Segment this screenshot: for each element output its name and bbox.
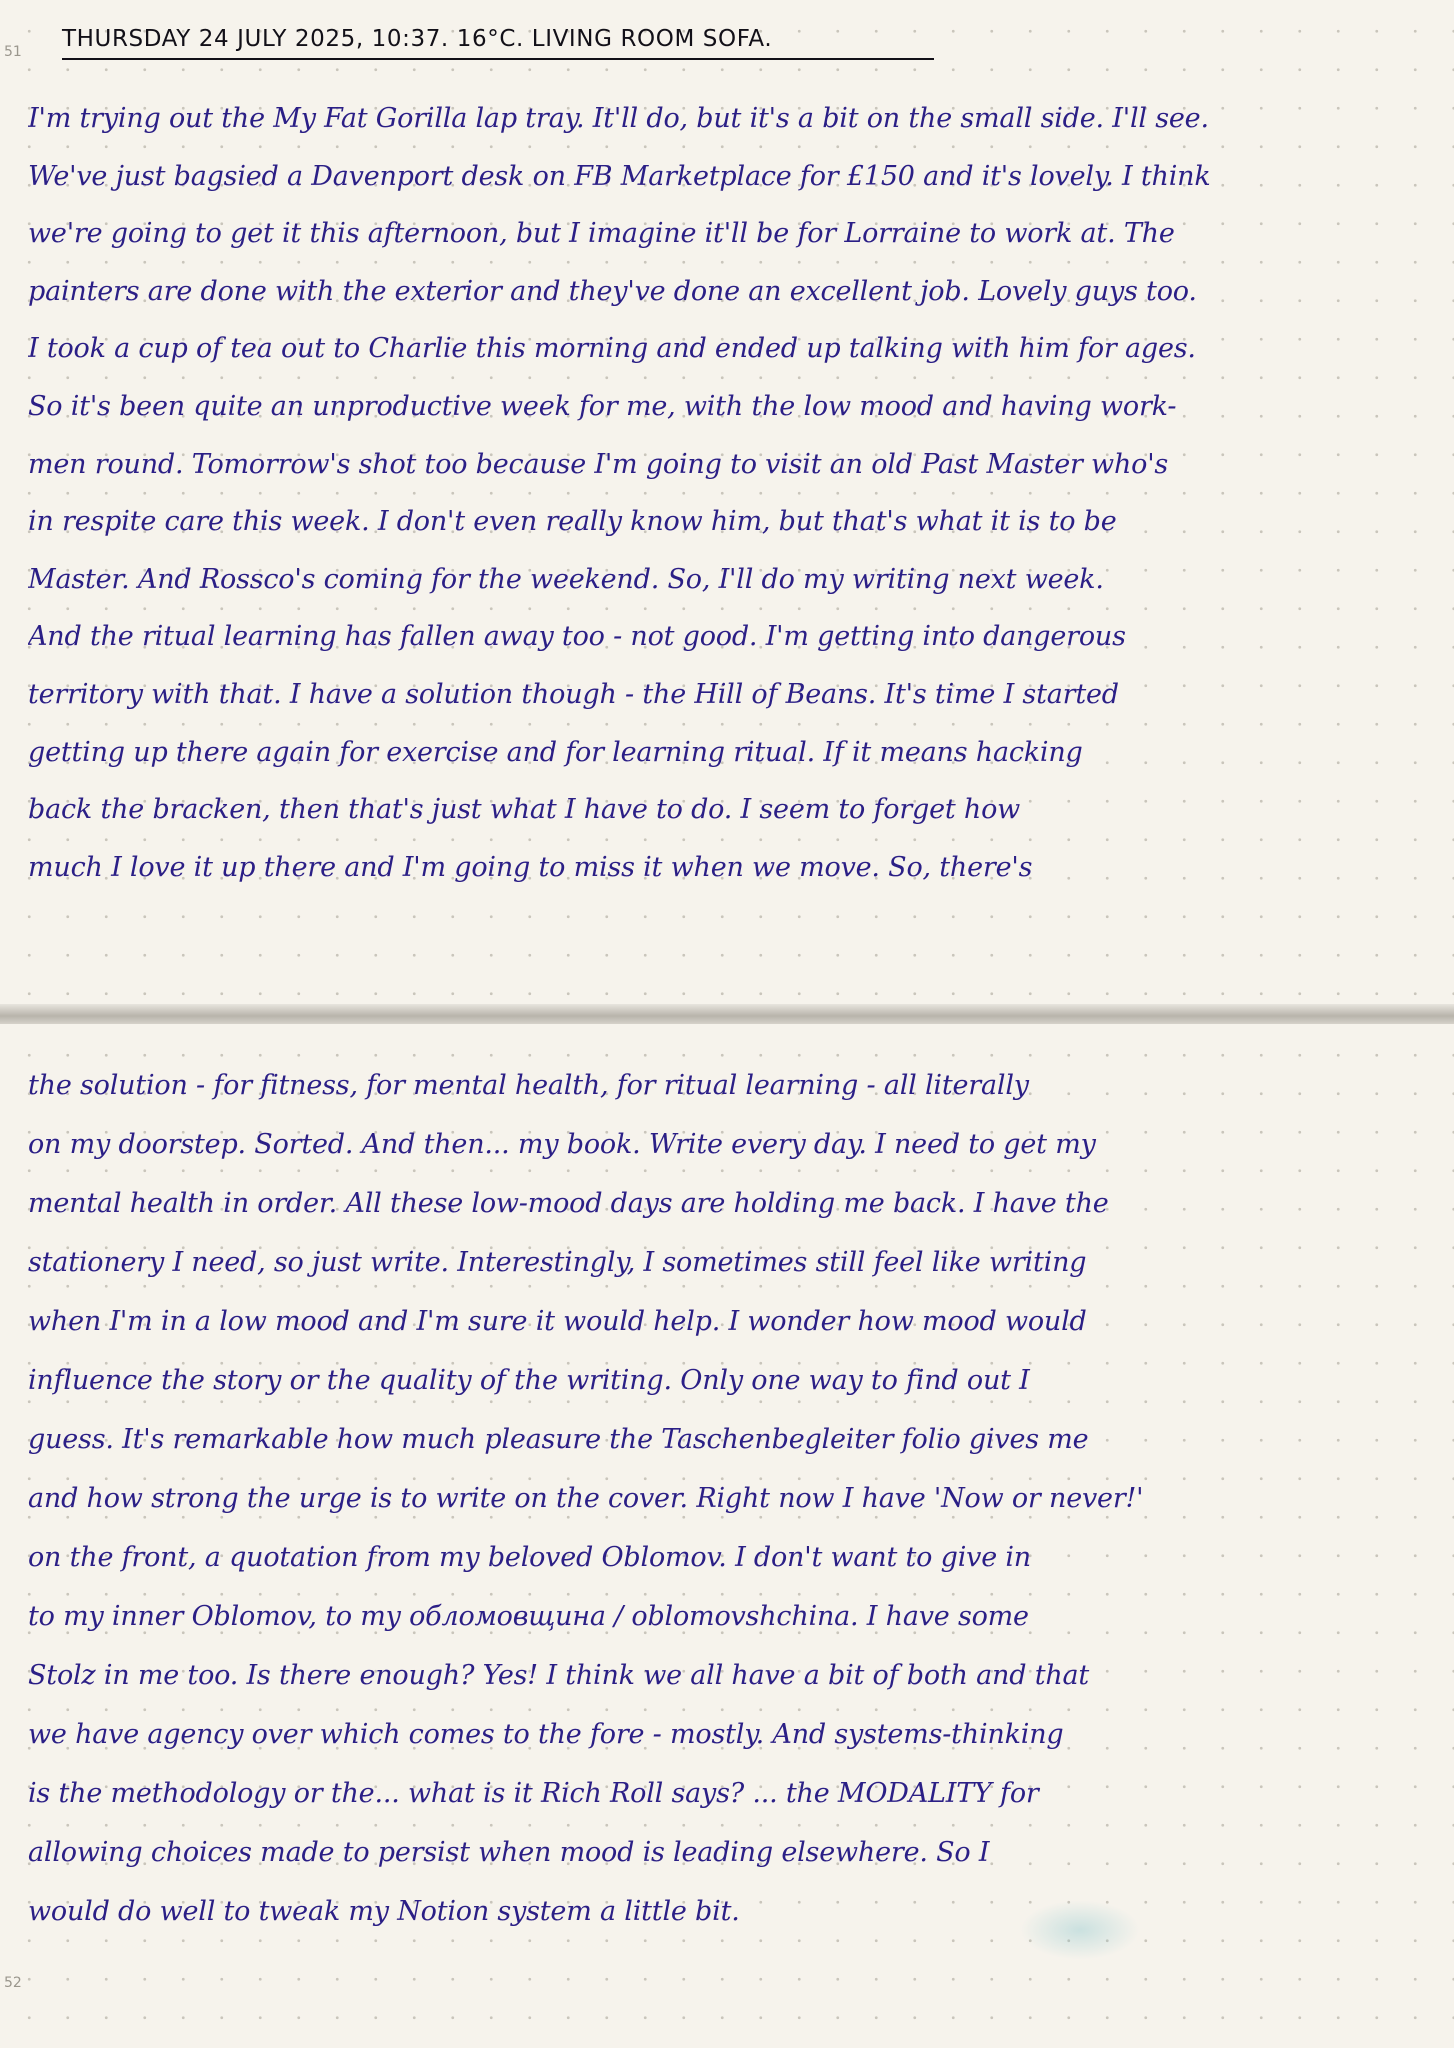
text-line: So it's been quite an unproductive week for me, with the low mood and having work- xyxy=(28,390,1177,422)
page-number-top: 51 xyxy=(4,44,22,60)
text-line: allowing choices made to persist when mood is leading elsewhere. So I xyxy=(28,1837,990,1868)
text-line: Stolz in me too. Is there enough? Yes! I think we all have a bit of both and that xyxy=(28,1660,1090,1691)
text-line: stationery I need, so just write. Interestingly, I sometimes still feel like writing xyxy=(28,1247,1087,1278)
text-line: we're going to get it this afternoon, but I imagine it'll be for Lorraine to work at. The xyxy=(28,218,1175,250)
text-line: back the bracken, then that's just what I have to do. I seem to forget how xyxy=(28,794,1021,826)
text-line: I'm trying out the My Fat Gorilla lap tray. It'll do, but it's a bit on the small side. I'll see. xyxy=(28,103,1209,134)
text-line: when I'm in a low mood and I'm sure it would help. I wonder how mood would xyxy=(28,1306,1087,1337)
text-line: I took a cup of tea out to Charlie this morning and ended up talking with him for ages. xyxy=(28,333,1196,365)
text-line: territory with that. I have a solution though - the Hill of Beans. It's time I started xyxy=(28,678,1119,710)
bottom-page xyxy=(0,1024,1454,2048)
text-line: in respite care this week. I don't even really know him, but that's what it is to be xyxy=(28,506,1117,538)
text-line: We've just bagsied a Davenport desk on FB Marketplace for £150 and it's lovely. I think xyxy=(28,160,1211,192)
text-line: on the front, a quotation from my beloved Oblomov. I don't want to give in xyxy=(28,1542,1031,1573)
text-line: would do well to tweak my Notion system a little bit. xyxy=(28,1896,740,1927)
text-line: to my inner Oblomov, to my обломовщина / oblomovshchina. I have some xyxy=(28,1601,1029,1632)
top-page xyxy=(0,0,1454,1008)
text-line: guess. It's remarkable how much pleasure the Taschenbegleiter folio gives me xyxy=(28,1424,1089,1455)
text-line: we have agency over which comes to the fore - mostly. And systems-thinking xyxy=(28,1719,1064,1750)
text-line: is the methodology or the... what is it Rich Roll says? ... the MODALITY for xyxy=(28,1778,1039,1809)
text-line: influence the story or the quality of the writing. Only one way to find out I xyxy=(28,1365,1030,1396)
page-number-bottom: 52 xyxy=(4,1975,22,1991)
text-line: much I love it up there and I'm going to miss it when we move. So, there's xyxy=(28,851,1033,883)
text-line: mental health in order. All these low-mood days are holding me back. I have the xyxy=(28,1188,1109,1219)
entry-heading: THURSDAY 24 JULY 2025, 10:37. 16°C. LIVING ROOM SOFA. xyxy=(62,26,934,60)
bottom-page-text xyxy=(28,1056,1434,1941)
text-line: getting up there again for exercise and for learning ritual. If it means hacking xyxy=(28,736,1083,768)
text-line: on my doorstep. Sorted. And then... my book. Write every day. I need to get my xyxy=(28,1129,1096,1160)
text-line: Master. And Rossco's coming for the weekend. So, I'll do my writing next week. xyxy=(28,563,1104,595)
top-page-text xyxy=(28,90,1434,896)
text-line: the solution - for fitness, for mental health, for ritual learning - all literally xyxy=(28,1070,1029,1101)
text-line: And the ritual learning has fallen away too - not good. I'm getting into dangerous xyxy=(28,621,1126,653)
text-line: and how strong the urge is to write on the cover. Right now I have 'Now or never!' xyxy=(28,1483,1144,1514)
text-line: men round. Tomorrow's shot too because I'm going to visit an old Past Master who's xyxy=(28,448,1169,480)
text-line: painters are done with the exterior and they've done an excellent job. Lovely guys too. xyxy=(28,275,1197,307)
